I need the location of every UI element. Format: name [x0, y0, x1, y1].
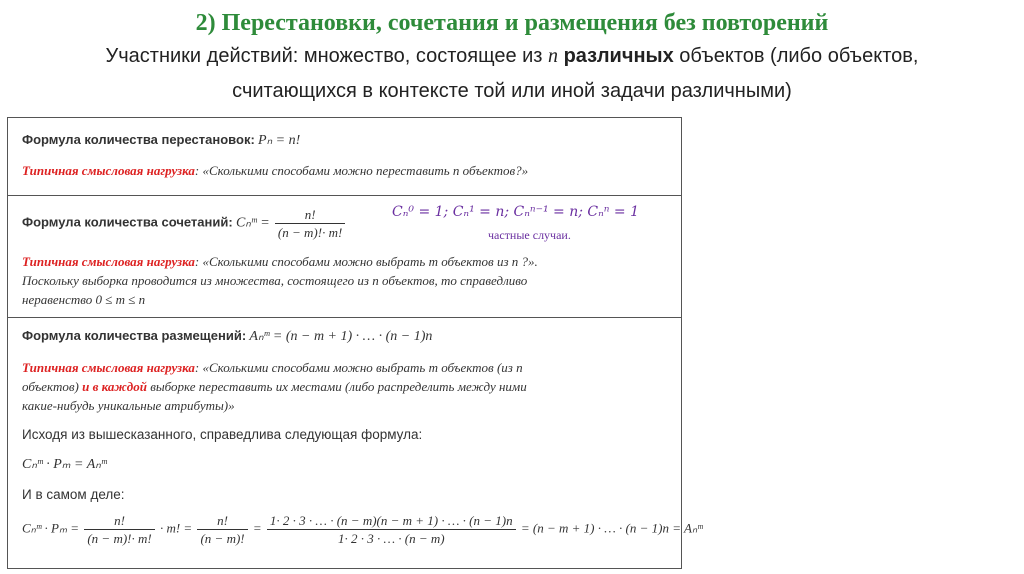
combinations-typical-text: : «Сколькими способами можно выбрать m объектов из n ?». — [194, 254, 538, 269]
formula-table — [7, 117, 703, 569]
combinations-lhs: Cₙᵐ = — [235, 215, 270, 231]
proof-f1-den: (n − m)!· m! — [87, 531, 152, 546]
slide-subtitle-line2: считающихся в контексте той или иной задачи различными) — [232, 80, 792, 102]
proof-f2-num: n! — [197, 512, 247, 530]
placements-indeed: И в самом деле: — [22, 487, 125, 502]
combinations-inequality: 0 ≤ m ≤ n — [95, 292, 146, 307]
combinations-label: Формула количества сочетаний — [22, 214, 229, 230]
proof-f3-den: 1· 2 · 3 · … · (n − m) — [337, 531, 445, 546]
proof-f3-num: 1· 2 · 3 · … · (n − m)(n − m + 1) · … · (n − 1)n — [267, 512, 516, 530]
proof-lhs: Cₙᵐ · Pₘ = — [22, 520, 80, 536]
placements-label: Формула количества размещений — [22, 328, 242, 343]
combinations-typical-label: Типичная смысловая нагрузка — [22, 254, 195, 269]
placements-typical-row3: какие-нибудь уникальные атрибуты)» — [22, 398, 235, 413]
proof-row — [22, 512, 703, 547]
placements-section — [8, 318, 703, 568]
permutations-typical-text: : «Сколькими способами можно переставить n объектов?» — [194, 163, 529, 178]
permutations-formula: Pₙ = n! — [258, 133, 301, 148]
placements-typical-row1 — [22, 360, 523, 376]
subtitle-bold-word: различных — [563, 45, 674, 67]
slide-title: 2) Перестановки, сочетания и размещения без повторений — [195, 10, 829, 36]
combinations-typical-row — [22, 254, 538, 270]
placements-formula: Aₙᵐ = (n − m + 1) · … · (n − 1)n — [249, 329, 433, 344]
slide-subtitle-line1 — [0, 45, 1024, 68]
placements-typical-line2c: выборке переставить их местами (либо распределить между ними — [146, 379, 527, 394]
placements-typical-line1: : «Сколькими способами можно выбрать m объектов (из n — [194, 360, 523, 375]
combinations-numerator: n! — [275, 206, 345, 224]
proof-f1-num: n! — [84, 512, 154, 530]
placements-formula-row: Формула количества размещений: Aₙᵐ = (n − m + 1) · … · (n − 1)n — [22, 328, 433, 344]
placements-typical-line2b: и в каждой — [82, 379, 147, 394]
combinations-formula-row: Формула количества сочетаний: Cₙᵐ = $\frac{n!}{(n - m)!\cdot m!}$ — [22, 206, 347, 241]
placements-hence: Исходя из вышесказанного, справедлива следующая формула: — [22, 427, 423, 442]
special-cases-note: частные случаи. — [488, 228, 571, 242]
proof-mid1: · m! = — [159, 520, 193, 536]
permutations-typical-row — [22, 163, 528, 179]
special-cases-formula: Cₙ⁰ = 1; Cₙ¹ = n; Cₙⁿ⁻¹ = n; Cₙⁿ = 1 — [392, 204, 639, 220]
combinations-denominator: (n − m)!· m! — [277, 225, 343, 240]
permutations-label: Формула количества перестановок — [22, 132, 251, 147]
combinations-line3-text: неравенство — [22, 292, 96, 307]
subtitle-text-1: Участники действий: множество, состоящее из — [105, 45, 549, 67]
placements-typical-line2a: объектов) — [22, 379, 83, 394]
permutations-section — [8, 118, 681, 196]
subtitle-var-n: n — [548, 45, 559, 67]
subtitle-text-2: объектов (либо объектов, — [673, 45, 919, 67]
proof-fraction-1 — [84, 512, 154, 547]
proof-f2-den: (n − m)! — [200, 531, 245, 546]
placements-typical-row2 — [22, 379, 527, 395]
placements-formula2: Cₙᵐ · Pₘ = Aₙᵐ — [22, 457, 107, 472]
proof-eq: = — [252, 520, 262, 536]
combinations-fraction — [275, 206, 345, 241]
combinations-line3 — [22, 292, 145, 308]
permutations-typical-label: Типичная смысловая нагрузка — [22, 163, 195, 178]
placements-typical-label: Типичная смысловая нагрузка — [22, 360, 195, 375]
permutations-formula-row: Формула количества перестановок: Pₙ = n! — [22, 132, 301, 148]
proof-tail: = (n − m + 1) · … · (n − 1)n = Aₙᵐ — [520, 520, 703, 536]
proof-fraction-3 — [267, 512, 516, 547]
combinations-line2: Поскольку выборка проводится из множества, состоящего из n объектов, то справедливо — [22, 273, 528, 288]
proof-fraction-2 — [197, 512, 247, 547]
